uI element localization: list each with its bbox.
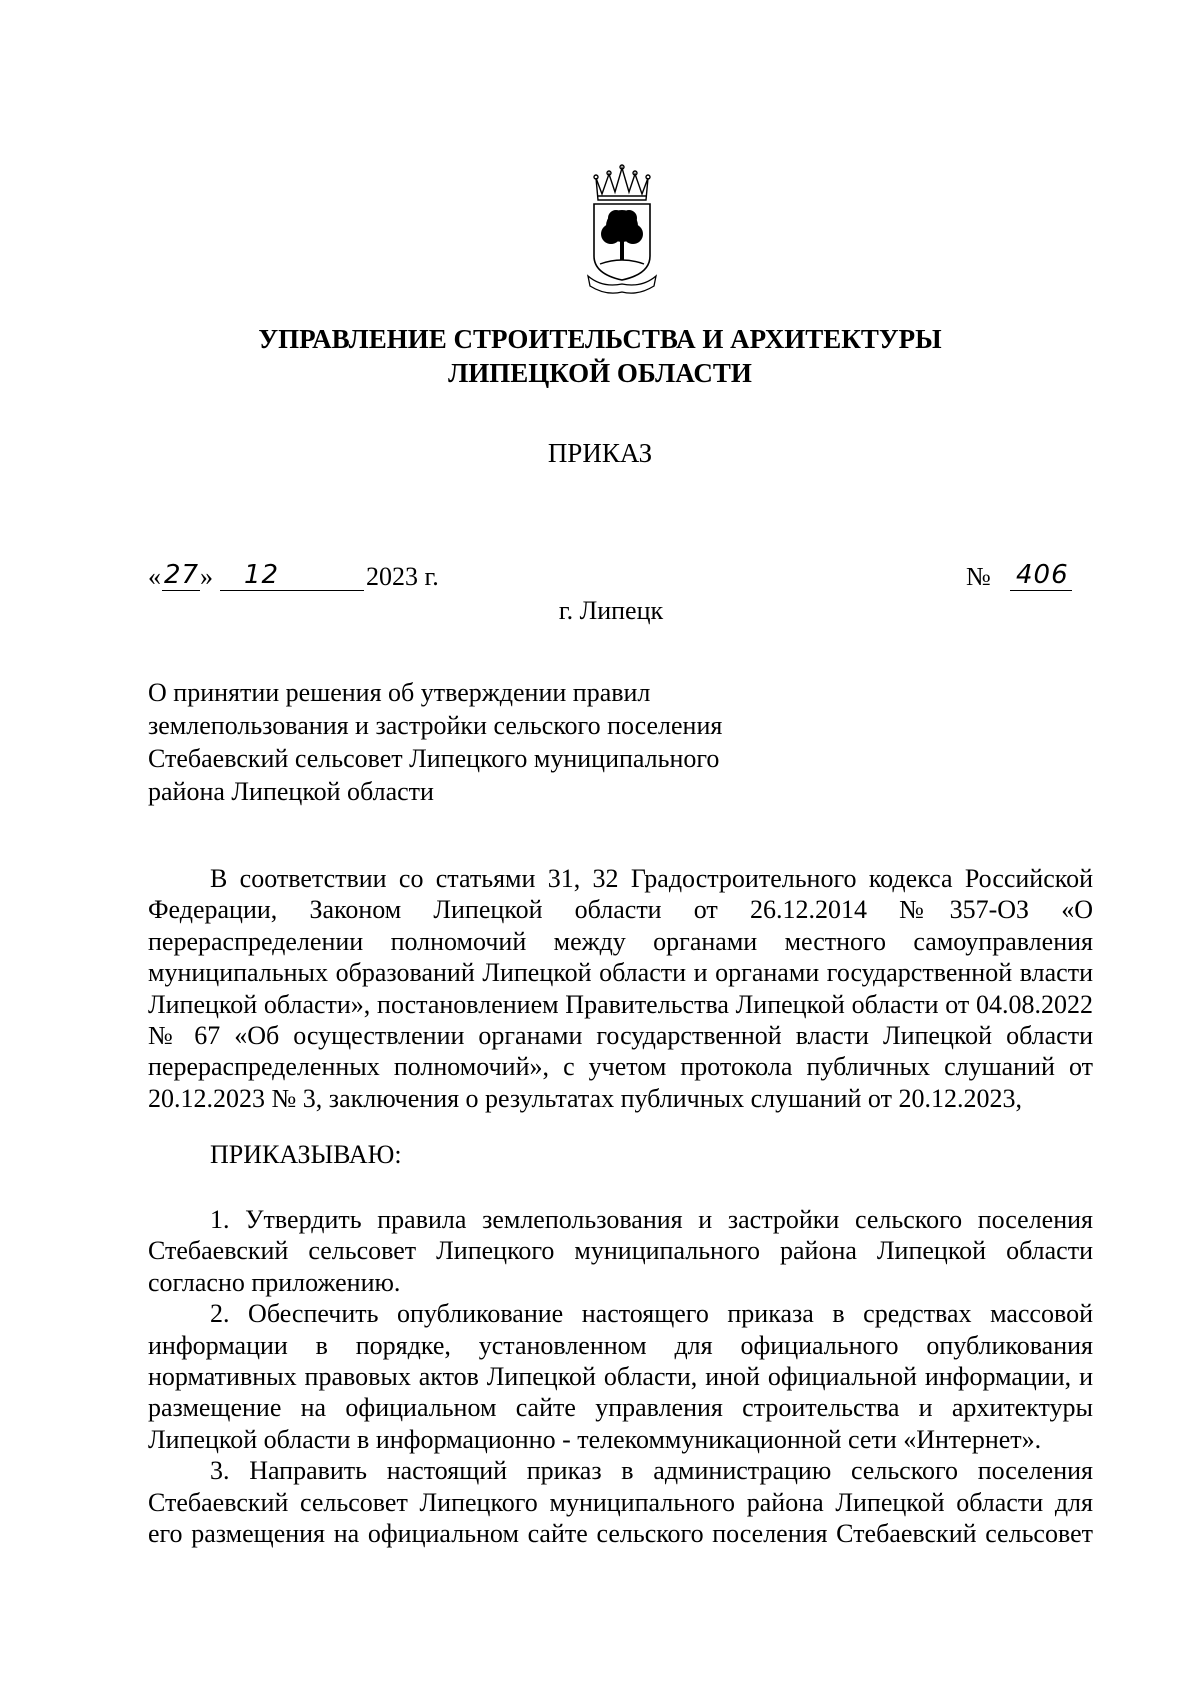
document-number: 406 <box>1016 560 1069 590</box>
date-year: 2023 г. <box>366 562 439 591</box>
order-item-1: 1. Утвердить правила землепользования и застройки сельского поселения Стебаевский сельсовет Липецкого муниципального района Липецкой области согласно приложению. <box>148 1205 1093 1297</box>
order-word: ПРИКАЗЫВАЮ: <box>210 1140 402 1169</box>
number-underline <box>1010 590 1072 591</box>
date-field <box>148 560 448 600</box>
order-item-2: 2. Обеспечить опубликование настоящего приказа в средствах массовой информации в порядке, установленном для официального опубликования нормативных правовых актов Липецкой области, иной официальной информации, и размещение на официальном сайте управления строительства и архитектуры Липецкой области в информационно - телекоммуникационной сети «Интернет». <box>148 1299 1093 1454</box>
order-items <box>148 1204 1093 1549</box>
organization-title <box>0 322 1200 390</box>
quote-close: » <box>200 562 213 591</box>
preamble-paragraph: В соответствии со статьями 31, 32 Градостроительного кодекса Российской Федерации, Законом Липецкой области от 26.12.2014 №357-ОЗ «О перераспределении полномочий между органами местного самоуправления муниципальных образований Липецкой области и органами государственной власти Липецкой области», постановлением Правительства Липецкой области от 04.08.2022 № 67 «Об осуществлении органами государственной власти Липецкой области перераспределенных полномочий», с учетом протокола публичных слушаний от 20.12.2023 № 3, заключения о результатах публичных слушаний от 20.12.2023, <box>148 864 1093 1113</box>
date-day: 27 <box>164 560 200 590</box>
day-underline <box>162 590 200 591</box>
date-month: 12 <box>244 560 280 590</box>
organization-title-line-1: УПРАВЛЕНИЕ СТРОИТЕЛЬСТВА И АРХИТЕКТУРЫ <box>258 324 942 354</box>
coat-of-arms-icon <box>582 164 662 298</box>
quote-open: « <box>148 562 161 591</box>
city: г. Липецк <box>558 596 664 625</box>
subject-heading: О принятии решения об утверждении правил землепользования и застройки сельского поселения Стебаевский сельсовет Липецкого муниципального района Липецкой области <box>148 678 723 806</box>
month-underline <box>220 590 364 591</box>
number-label: № <box>966 562 991 591</box>
document-type: ПРИКАЗ <box>547 438 653 468</box>
number-field <box>966 560 1086 600</box>
order-item-3: 3. Направить настоящий приказ в администрацию сельского поселения Стебаевский сельсовет Липецкого муниципального района Липецкой области для его размещения на официальном сайте сельского поселения Стебаевский сельсовет <box>148 1456 1093 1549</box>
organization-title-line-2: ЛИПЕЦКОЙ ОБЛАСТИ <box>448 358 752 388</box>
